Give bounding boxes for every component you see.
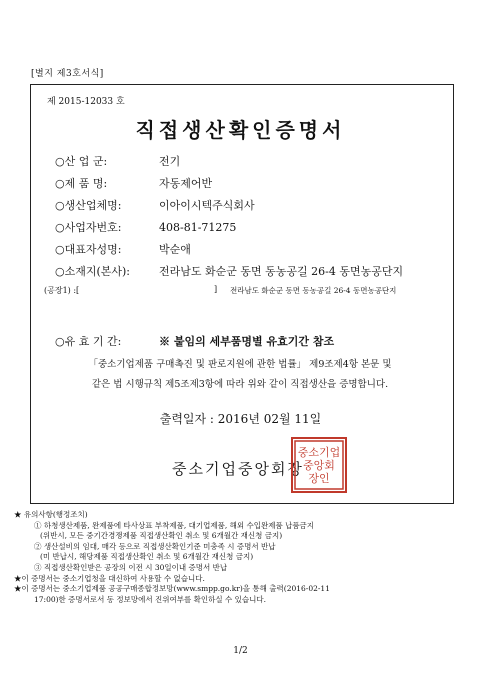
field-value: 전라남도 화순군 동면 동농공길 26-4 동면농공단지 [159,265,404,278]
notice-item: ★이 증명서는 중소기업청을 대신하여 사용할 수 없습니다. [14,573,205,583]
svg-text:중소기업: 중소기업 [297,446,341,459]
notice-item: ★이 증명서는 중소기업제품 공공구매종합정보망(www.smpp.go.kr)을 통해 출력(2016-02-11 [14,584,330,594]
field-location [55,263,403,279]
field-value: ※ 붙임의 세부품명별 유효기간 참조 [159,335,335,348]
field-value: 자동제어반 [159,177,213,190]
field-value: 408-81-71275 [159,221,237,234]
factory-address: 전라남도 화순군 동면 동농공길 26-4 동면농공단지 [230,286,397,295]
notice-item: ① 하청생산제품, 완제품에 타사상표 부착제품, 대기업제품, 해외 수입완제품 납품금지 [34,520,315,530]
field-label: ○유 효 기 간: [55,335,122,348]
field-label: ○제 품 명: [55,177,108,190]
page-number: 1/2 [233,646,248,656]
notice-item: ③ 직접생산확인받은 공장의 이전 시 30일이내 증명서 반납 [34,562,228,572]
notices-section [14,510,474,605]
issuer-name: 중소기업중앙회장 [172,460,304,478]
field-industry [55,153,180,169]
notice-item: (미 반납시, 해당제품 직접생산확인 취소 및 6개월간 재신청 금지) [40,552,254,562]
factory-row [44,285,397,296]
field-label: ○생산업체명: [55,199,122,212]
notice-heading: ★ 유의사항(행정조치) [14,510,88,519]
field-label: ○소재지(본사): [55,265,131,278]
certificate-number: 제 2015-12033 호 [47,97,125,107]
field-product [55,175,212,191]
form-number-tag: [별지 제3호서식] [31,69,104,79]
field-producer [55,197,255,213]
field-label: ○사업자번호: [55,221,122,234]
official-seal [291,437,347,493]
field-label: ○산 업 군: [55,155,108,168]
document-title: 직접생산확인증명서 [135,118,346,142]
field-validity [55,333,334,349]
field-value: 전기 [159,155,181,168]
svg-text:중앙회: 중앙회 [303,459,335,472]
field-business-number [55,219,236,235]
notice-item: 17:00)한 증명서로서 동 정보망에서 진위여부를 확인하실 수 있습니다. [34,594,266,604]
factory-bracket-close: ] [214,285,218,294]
field-ceo [55,241,191,257]
field-value: 이아이시텍주식회사 [159,199,255,212]
issued-date: 출력일자 : 2016년 02월 11일 [159,412,322,426]
seal-graphic [293,439,345,491]
factory-label: (공장1) :[ [44,286,80,295]
notice-item: (위반시, 모든 중기간경쟁제품 직접생산확인 취소 및 6개월간 재신청 금지) [40,531,283,541]
field-value: 박순애 [159,243,191,256]
notice-item: ② 생산설비의 임대, 매각 등으로 직접생산확인기준 미충족 시 증명서 반납 [34,541,276,551]
svg-text:장인: 장인 [308,472,330,485]
legal-basis-line-2: 같은 법 시행규칙 제5조제3항에 따라 위와 같이 직접생산을 증명합니다. [91,379,389,390]
legal-basis-line-1: 「중소기업제품 구매촉진 및 판로지원에 관한 법률」 제9조제4항 본문 및 [88,359,392,370]
field-label: ○대표자성명: [55,243,122,256]
